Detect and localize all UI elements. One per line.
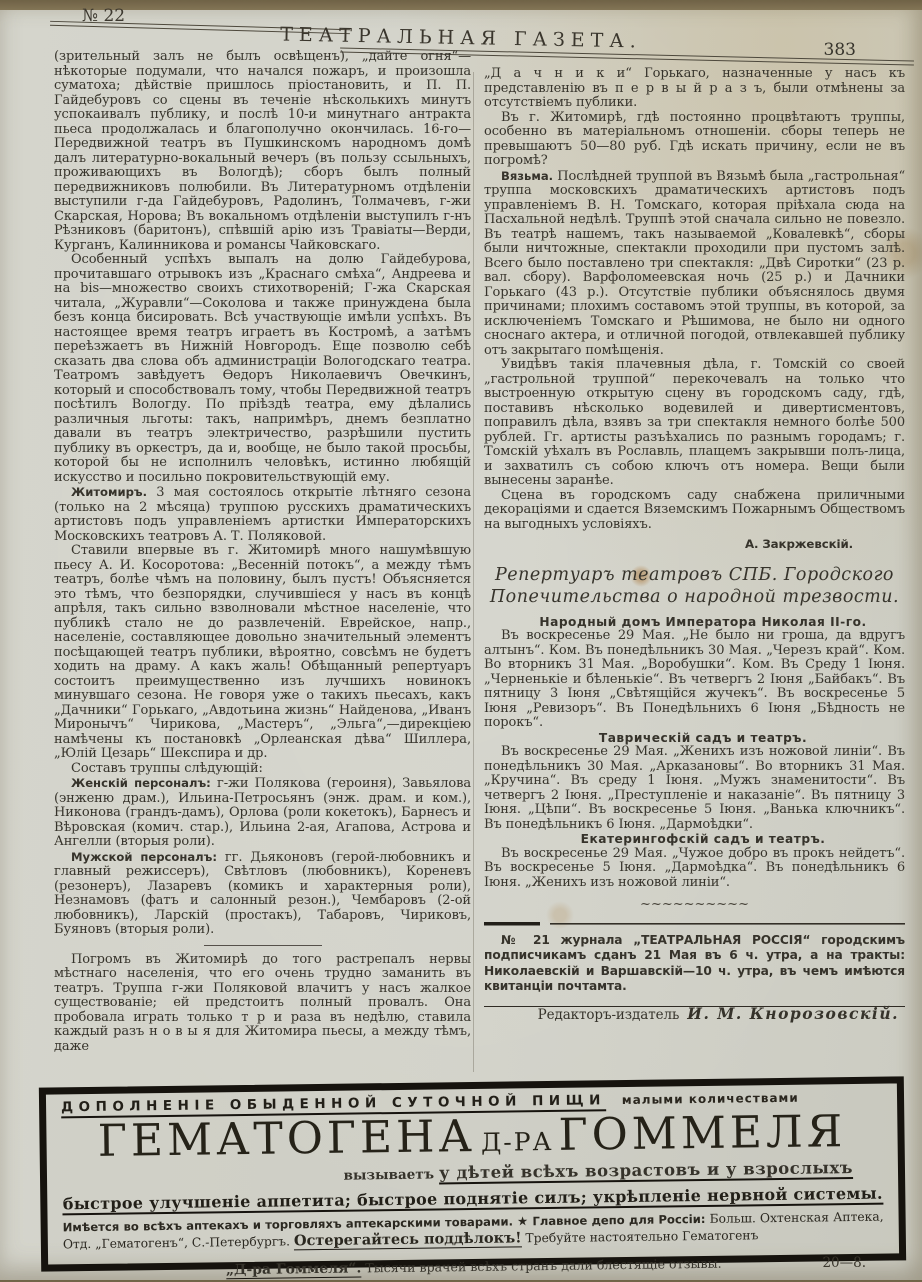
article-paragraph-zhitomir xyxy=(54,485,471,544)
star-icon: ★ xyxy=(516,1214,529,1229)
venue-schedule: Въ воскресенье 29 Мая. „Женихъ изъ ножовой линіи“. Въ понедѣльникъ 30 Мая. „Арказановы“. Во вторникъ 31 Мая. „Кручина“. Въ среду 1 Іюня. „Мужъ знаменитости“. Въ четвергъ 2 Іюня. „Преступленіе и наказаніе“. Въ пятницу 3 Іюня. „Цѣпи“. Въ воскресенье 5 Іюня. „Ванька ключникъ“. Въ понедѣльникъ 6 Іюня. „Дармоѣдки“. xyxy=(484,744,905,832)
section-divider-rule xyxy=(204,945,322,946)
cast-text: гг. Дьяконовъ (герой-любовникъ и главный режиссеръ), Свѣтловъ (любовникъ), Кореневъ (резонеръ), Лазаревъ (комикъ и характерныя роли), Незнамовъ (фатъ и салонный резон.), Чембаровъ (2-ой любовникъ), Ларскій (простакъ), Табаровъ, Чириковъ, Буяновъ (вторыя роли). xyxy=(54,849,471,937)
newspaper-paper xyxy=(0,6,922,1280)
ad-brand-text: „Д-ра Гоммеля“. xyxy=(225,1260,362,1279)
article-paragraph: Составъ труппы слѣдующій: xyxy=(71,760,263,776)
section-text: Послѣдней труппой въ Вязьмѣ была „гастрольная“ труппа московскихъ драматическихъ артистовъ подъ управленіемъ В. Н. Томскаго, которая пріѣхала сюда на Пасхальной недѣлѣ. Труппѣ этой сначала сильно не повезло. Въ театрѣ нашемъ, такъ называемой „Ковалевкѣ“, сборы были ничтожные, спектакли проходили при пустомъ залѣ. Всего было поставлено три спектакля: „Двѣ Сиротки“ (23 р. вал. сбору). Варфоломеевская ночь (25 р.) и Дачники Горькаго (43 р.). Отсутствіе публики объяснялось двумя причинами; плохимъ составомъ этой труппы, въ которой, за исключеніемъ Томскаго и Рѣшимова, не было ни одного сноснаго актера, и отличной погодой, отвлекавшей публику отъ закрытаго помѣщенія. xyxy=(484,168,905,358)
issue-number: № 22 xyxy=(82,6,126,26)
ad-depot-label: Главное депо для Россіи: xyxy=(532,1211,706,1229)
article-paragraph: Ставили впервые въ г. Житомирѣ много нашумѣвшую пьесу А. И. Косоротова: „Весенній потокъ“, а между тѣмъ театръ, болѣе чѣмъ на половину, былъ пустъ! Объясняется это тѣмъ, что безпорядки, случившіеся у насъ въ концѣ апрѣля, такъ сильно взволновали мѣстное населеніе, что публикѣ стало не до развлеченій. Еврейское, напр., населеніе, составляющее довольно значительный элементъ посѣщающей театръ публики, вѣроятно, совсѣмъ не будетъ ходить на драму. А какъ жаль! Обѣщанный репертуаръ состоитъ преимущественно изъ лучшихъ новинокъ минувшаго сезона. Не говоря уже о такихъ пьесахъ, какъ „Дачники“ Горькаго, „Авдотьина жизнь“ Найденова, „Иванъ Миронычъ“ Чирикова, „Мастеръ“, „Эльга“,—дирекціею намѣчены къ постановкѣ „Орлеанская дѣва“ Шиллера, „Юлій Цезарь“ Шекспира и др. xyxy=(54,543,471,761)
editor-line xyxy=(484,1003,905,1024)
article-paragraph: Сцена въ городскомъ саду снабжена приличными декораціями и сдается Вяземскимъ Пожарнымъ Обществомъ на выгодныхъ условіяхъ. xyxy=(484,487,905,532)
ad-demand-text: Требуйте настоятельно Гематогенъ xyxy=(525,1227,759,1245)
article-paragraph-vyazma xyxy=(484,169,905,359)
notice-rule xyxy=(484,922,905,926)
ad-effect-intro: вызываетъ xyxy=(343,1166,435,1184)
ad-brand-line xyxy=(63,1254,884,1281)
article-paragraph: (зрительный залъ не былъ освѣщенъ), „дайте огня“—нѣкоторые подумали, что начался пожаръ, и произошла суматоха; дѣйствіе пришлось пріостановить, и П. П. Гайдебуровъ со сцены въ теченіе нѣсколькихъ минутъ успокаивалъ публику, и послѣ 10-и минутнаго антракта пьеса продолжалась и благополучно окончилась. 16-го—Передвижной театръ въ Пушкинскомъ народномъ домѣ далъ литературно-вокальный вечеръ (въ пользу ссыльныхъ, проживающихъ въ Вологдѣ); сборъ былъ полный передвижниковъ полюбили. Въ Литературномъ отдѣленіи выступили г-да Гайдебуровъ, Радолинъ, Толмачевъ, г-жи Скарская, Норова; Въ вокальномъ отдѣленіи выступилъ г-нъ Рѣзниковъ (баритонъ), спѣвшій арію изъ Травіаты—Верди, Курганъ, Калинникова и романсы Чайковскаго. xyxy=(54,49,471,253)
ad-availability-text: Имѣется во всѣхъ аптекахъ и торговляхъ аптекарскими товарами. xyxy=(62,1214,514,1235)
ad-benefits-line xyxy=(62,1184,883,1214)
ad-effect-audience: у дѣтей всѣхъ возрастовъ и у взрослыхъ xyxy=(438,1158,854,1183)
squiggle-divider: ~~~~~~~~~~ xyxy=(640,897,749,912)
section-text: 3 мая состоялось открытіе лѣтняго сезона (только на 2 мѣсяца) труппою русскихъ драматическихъ артистовъ подъ управленіемъ артистки Императорскихъ Московскихъ театровъ А. Т. Поляковой. xyxy=(54,485,471,544)
article-paragraph: Особенный успѣхъ выпалъ на долю Гайдебурова, прочитавшаго отрывокъ изъ „Краснаго смѣха“, Андреева и на bis—множество своихъ стихотвореній; Г-жа Скарская читала, „Журавли“—Соколова и также принуждена была безъ конца бисировать. Всѣ участвующіе имѣли успѣхъ. Въ настоящее время театръ играетъ въ Костромѣ, а затѣмъ переѣзжаетъ въ Нижній Новгородъ. Еще позволю себѣ сказать два слова объ администраціи Вологодскаго театра. Театромъ завѣдуетъ Ѳедоръ Николаевичъ Овечкинъ, который и способствовалъ тому, чтобы Передвижной театръ посѣтилъ Вологду. По пріѣздѣ театра, ему дѣлались различныя льготы: такъ, напримѣръ, днемъ безплатно давали въ театръ электричество, разрѣшили пустить публику въ оркестръ, да и, вообще, не было такой просьбы, которой бы не исполнилъ человѣкъ, истинно любящій искусство и посильно покровительствующій ему. xyxy=(54,252,471,485)
venue-schedule: Въ воскресенье 29 Мая. „Чужое добро въ прокъ нейдетъ“. Въ воскресенье 5 Іюня. „Дармоѣдка“. Въ понедѣльникъ 6 Іюня. „Женихъ изъ ножовой линіи“. xyxy=(484,845,905,890)
venue-schedule: Въ воскресенье 29 Мая. „Не было ни гроша, да вдругъ алтынъ“. Ком. Въ понедѣльникъ 30 Мая. „Черезъ край“. Ком. Во вторникъ 31 Мая. „Воробушки“. Ком. Въ Среду 1 Іюня. „Черненькіе и бѣленькіе“. Въ четвергъ 2 Іюня „Байбакъ“. Въ пятницу 3 Іюня „Свѣтящійся жучекъ“. Въ воскресенье 5 Іюня „Ревизоръ“. Въ Понедѣльнихъ 6 Іюня „Бѣдность не порокъ“. xyxy=(484,628,905,730)
venue-heading: Таврическій садъ и театръ. xyxy=(598,730,808,745)
masthead-title: ТЕАТРАЛЬНАЯ ГАЗЕТА. xyxy=(280,23,642,53)
ad-reviews-text: Тысячи врачей всѣхъ странъ дали блестящіе отзывы. xyxy=(365,1256,722,1276)
ad-product-part1: ГЕМАТОГЕНА xyxy=(97,1110,477,1167)
article-paragraph-female-cast xyxy=(54,776,471,850)
article-paragraph: Въ г. Житомирѣ, гдѣ постоянно процвѣтаютъ труппы, особенно въ матеріальномъ отношеніи. сборы теперь не превышаютъ 50—80 руб. Гдѣ искать причину, если не въ погромѣ? xyxy=(484,109,905,168)
article-paragraph-male-cast xyxy=(54,850,471,938)
left-column xyxy=(54,50,471,1054)
article-paragraph: Увидѣвъ такія плачевныя дѣла, г. Томскій со своей „гастрольной труппой“ перекочевалъ на только что выстроенную открытую сцену въ городскомъ саду, гдѣ, поставивъ нѣсколько водевилей и дивертисментовъ, поправилъ дѣла, взявъ за три спектакля немного болѣе 500 рублей. Гг. артисты разъѣхались по разнымъ городамъ; г. Томскій уѣхалъ въ Рославль, плащемъ закрывши полъ-лица, и захватилъ съ собою ключъ отъ номера. Вещи были вынесены заранѣе. xyxy=(484,357,905,488)
subscription-notice: № 21 журнала „ТЕАТРАЛЬНАЯ РОССІЯ“ городскимъ подписчикамъ сданъ 21 Мая въ 6 ч. утра, а на тракты: Николаевскій и Варшавскій—10 ч. утра, въ чемъ имѣются квитанціи почтамта. xyxy=(484,932,905,993)
cast-lead-female: Женскій персоналъ: xyxy=(71,776,211,790)
ad-top-line-main: ДОПОЛНЕНІЕ ОБЫДЕННОЙ СУТОЧНОЙ ПИЩИ xyxy=(61,1092,606,1118)
page-number: 383 xyxy=(823,40,856,60)
ad-product-part2: Д-РА xyxy=(480,1126,554,1157)
repertoire-heading: Репертуаръ театровъ СПБ. Городского Попечительства о народной трезвости. xyxy=(489,564,900,607)
article-paragraph: Погромъ въ Житомирѣ до того растрепалъ нервы мѣстнаго населенія, что его очень трудно заманить въ театръ. Труппа г-жи Поляковой влачитъ у насъ жалкое существованіе; ей предстоитъ полный провалъ. Она пробовала играть только т р и раза въ недѣлю, ставила каждый разъ н о в ы я для Житомира пьесы, а между тѣмъ, даже xyxy=(54,951,471,1054)
editor-label: Редакторъ-издатель xyxy=(537,1006,680,1023)
ad-warning-text: Остерегайтесь поддѣлокъ! xyxy=(293,1228,522,1249)
print-mark: 20—8. xyxy=(822,1255,866,1271)
venue-heading: Народный домъ Императора Николая II-го. xyxy=(539,614,867,629)
ad-product-part3: ГОММЕЛЯ xyxy=(558,1106,847,1161)
ad-availability-line xyxy=(63,1210,884,1253)
cast-lead-male: Мужской персоналъ: xyxy=(71,849,218,864)
venue-heading: Екатерингофскій садъ и театръ. xyxy=(580,832,826,846)
right-column xyxy=(484,67,905,1023)
ad-benefits-text: быстрое улучшеніе аппетита; быстрое поднятіе силъ; укрѣпленіе нервной системы. xyxy=(62,1183,883,1214)
hematogen-advertisement xyxy=(39,1076,906,1279)
author-signature: А. Закржевскій. xyxy=(744,537,853,551)
cast-text: г-жи Полякова (героиня), Завьялова (энженю драм.), Ильина-Петросьянъ (энж. драм. и ком.), Никонова (грандъ-дамъ), Орлова (роли кокетокъ), Барнесъ и Вѣровская (комич. стар.), Ильина 2-ая, Агапова, Астрова и Ангелли (вторыя роли). xyxy=(54,776,472,849)
section-lead-vyazma: Вязьма. xyxy=(501,168,554,183)
section-lead-zhitomir: Житомиръ. xyxy=(71,485,148,499)
ad-depot-text: Больш. Охтенская Аптека, Отд. „Гематогенъ“, С.-Петербургъ. xyxy=(62,1209,884,1251)
column-divider-rule xyxy=(473,72,474,1072)
article-paragraph: „Д а ч н и к и“ Горькаго, назначенные у насъ къ представленію въ п е р в ы й р а з ъ, были отмѣнены за отсутствіемъ публики. xyxy=(484,66,905,110)
editor-name: И. М. Кнорозовскій. xyxy=(687,1003,899,1023)
ad-top-line-small: малыми количествами xyxy=(621,1090,799,1108)
